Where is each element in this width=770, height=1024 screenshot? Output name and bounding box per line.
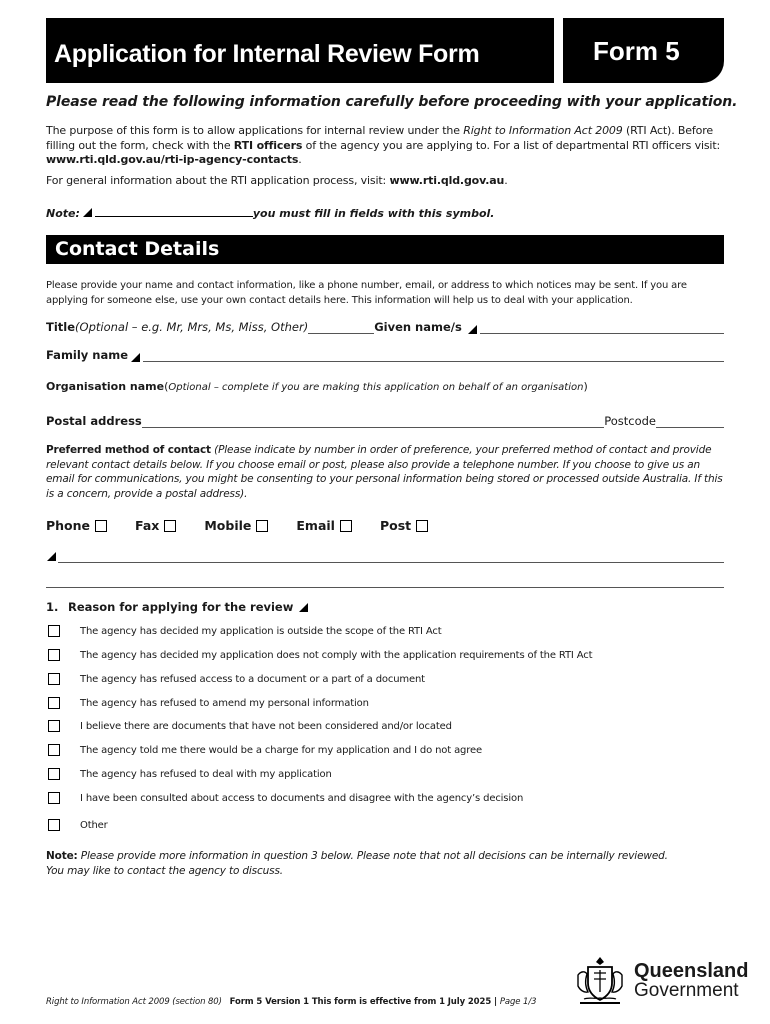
family-name-row [46,348,724,362]
reason-checkbox[interactable] [48,792,60,804]
rti-officers-link[interactable]: www.rti.qld.gov.au/rti-ip-agency-contacts [46,153,299,166]
reason-checkbox[interactable] [48,819,60,831]
organisation-hint: Optional – complete if you are making this application on behalf of an organisation [168,382,584,393]
general-info-paragraph: For general information about the RTI application process, visit: www.rti.qld.gov.au. [46,174,508,187]
footer-act: Right to Information Act 2009 (section 80) [46,997,222,1007]
postal-row [46,414,724,428]
rti-website-link[interactable]: www.rti.qld.gov.au [389,174,505,187]
reason-checkbox[interactable] [48,744,60,756]
form-header [46,18,724,83]
title-label: Title [46,320,76,334]
postal-address-label: Postal address [46,414,142,428]
organisation-row: Organisation name ( Optional – complete if you are making this application on behalf of an organisation ) [46,380,588,393]
logo-line-2: Government [634,980,739,1001]
reason-checkbox[interactable] [48,768,60,780]
required-note: Note: you must fill in fields with this symbol. [46,207,495,220]
post-checkbox[interactable] [416,520,428,532]
intro-heading: Please read the following information carefully before proceeding with your application. [46,94,738,110]
reason-item: The agency has refused access to a document or a part of a document [48,673,425,685]
given-name-label: Given name/s [374,320,462,334]
form-title: Application for Internal Review Form [46,18,554,83]
required-triangle-icon [83,208,92,217]
method-phone: Phone [46,518,107,533]
mobile-checkbox[interactable] [256,520,268,532]
queensland-government-logo [572,953,748,1009]
method-email: Email [296,518,352,533]
postal-address-field[interactable] [142,416,604,428]
intro-paragraph: The purpose of this form is to allow applications for internal review under the Right to Information Act 2009 (RTI Act). Before filling out the form, check with the RTI officers of the agency you are applying to. For a list of departmental RTI officers visit: www.rti.qld.gov.au/rti-ip-agency-contacts. [46,124,721,166]
question-1-heading: 1. Reason for applying for the review [46,600,311,614]
reason-item: The agency told me there would be a charge for my application and I do not agree [48,744,482,756]
family-name-label: Family name [46,348,129,362]
given-name-field[interactable] [480,322,724,334]
reason-item: I believe there are documents that have not been considered and/or located [48,720,452,732]
required-triangle-icon [47,552,56,561]
reason-item: The agency has refused to amend my personal information [48,697,369,709]
reason-checkbox[interactable] [48,673,60,685]
form-number: Form 5 [563,18,724,83]
footer-version: Form 5 Version 1 This form is effective from 1 July 2025 [229,997,492,1007]
fax-checkbox[interactable] [164,520,176,532]
page-footer: Right to Information Act 2009 (section 80) Form 5 Version 1 This form is effective from 1 July 2025 | Page 1/3 [46,997,537,1007]
title-row [46,320,724,334]
contact-details-field-1[interactable] [58,562,724,563]
reason-checkbox[interactable] [48,625,60,637]
reason-checkbox[interactable] [48,697,60,709]
contact-details-field-2[interactable] [46,587,724,588]
reason-item: The agency has refused to deal with my application [48,768,332,780]
family-name-field[interactable] [143,350,724,362]
method-fax: Fax [135,518,176,533]
final-note: Note: Please provide more information in question 3 below. Please note that not all decisions can be internally reviewed. You may like to contact the agency to discuss. [46,850,668,877]
organisation-label: Organisation name [46,380,165,393]
title-hint: (Optional – e.g. Mr, Mrs, Ms, Miss, Other) [75,320,309,334]
logo-line-1: Queensland [634,960,749,982]
method-post: Post [380,518,428,533]
required-triangle-icon [131,353,140,362]
contact-methods [46,518,456,533]
reason-checkbox[interactable] [48,649,60,661]
reason-item: The agency has decided my application does not comply with the application requirements of the RTI Act [48,649,592,661]
reason-item: Other [48,819,108,831]
contact-intro: Please provide your name and contact information, like a phone number, email, or address to which notices may be sent. If you are applying for someone else, use your own contact details here. This information will help us to deal with your application. [46,280,687,306]
preferred-contact-text: Preferred method of contact (Please indicate by number in order of preference, your preferred method of contact and provide relevant contact details below. If you choose email or post, please also provide a telephone number. If you choose to give us an email for communications, you might be consenting to your personal information being stored or processed outside Australia. If this is a concern, provide a postal address). [46,444,723,500]
email-checkbox[interactable] [340,520,352,532]
required-triangle-icon [299,603,308,612]
footer-page: Page 1/3 [499,997,537,1007]
postcode-field[interactable] [656,416,724,428]
note-line [95,208,253,217]
method-mobile: Mobile [204,518,268,533]
contact-details-heading: Contact Details [46,235,724,264]
queensland-crest-icon [572,953,628,1009]
reason-item: The agency has decided my application is outside the scope of the RTI Act [48,625,441,637]
reason-checkbox[interactable] [48,720,60,732]
postcode-label: Postcode [604,414,656,428]
required-triangle-icon [468,325,477,334]
phone-checkbox[interactable] [95,520,107,532]
reason-item: I have been consulted about access to documents and disagree with the agency’s decision [48,792,523,804]
title-field[interactable] [308,322,374,334]
